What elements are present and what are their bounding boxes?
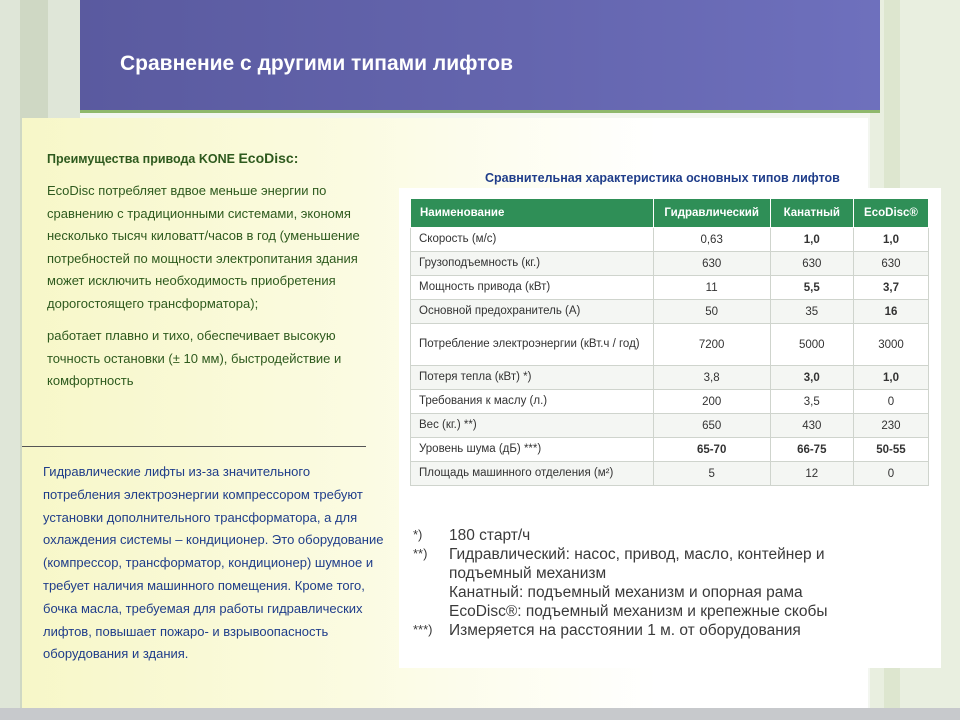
cell-ecodisc: 3,7: [853, 276, 928, 300]
cell-hydraulic: 3,8: [653, 366, 770, 390]
cell-ecodisc: 630: [853, 252, 928, 276]
cell-hydraulic: 200: [653, 390, 770, 414]
cell-ecodisc: 50-55: [853, 438, 928, 462]
row-label: Потеря тепла (кВт) *): [411, 366, 654, 390]
cell-ecodisc: 0: [853, 390, 928, 414]
footnote-2-cont: [413, 565, 933, 584]
row-label: Грузоподъемность (кг.): [411, 252, 654, 276]
table-header-row: [411, 199, 929, 228]
advantages-title: [47, 150, 377, 166]
footnote-text: 180 старт/ч: [449, 527, 531, 544]
cell-hydraulic: 7200: [653, 324, 770, 366]
footnote-text: Гидравлический: насос, привод, масло, контейнер и: [449, 546, 825, 563]
title-underline: [80, 110, 880, 113]
cell-rope: 3,0: [770, 366, 853, 390]
cell-ecodisc: 16: [853, 300, 928, 324]
header-ecodisc: EcoDisc®: [853, 199, 928, 228]
header-hydraulic: Гидравлический: [653, 199, 770, 228]
header-name: Наименование: [411, 199, 654, 228]
row-label: Площадь машинного отделения (м²): [411, 462, 654, 486]
footnote-2-cont: [413, 603, 933, 622]
table-row: [411, 324, 929, 366]
cell-hydraulic: 65-70: [653, 438, 770, 462]
footnote-text: Измеряется на расстоянии 1 м. от оборудования: [449, 622, 801, 639]
cell-rope: 5,5: [770, 276, 853, 300]
footnote-2: [413, 546, 933, 565]
cell-hydraulic: 11: [653, 276, 770, 300]
cell-ecodisc: 1,0: [853, 366, 928, 390]
row-label: Потребление электроэнергии (кВт.ч / год): [411, 324, 654, 366]
footnote-text: Канатный: подъемный механизм и опорная рама: [449, 584, 803, 601]
section-divider: [22, 446, 366, 447]
cell-rope: 1,0: [770, 228, 853, 252]
footnote-1: [413, 527, 933, 546]
cell-rope: 66-75: [770, 438, 853, 462]
footnote-mark: **): [413, 546, 428, 561]
hydraulic-note: Гидравлические лифты из-за значительного потребления электроэнергии компрессором требуют установки дополнительного трансформатора, а для охлаждения системы – кондиционер. Это оборудование (компрессор, трансформатор, кондиционер) шумное и требует наличия машинного помещения. Кроме того, бочка масла, требуемая для работы гидравлических лифтов, повышает пожаро- и взрывоопасность оборудования и здания.: [43, 464, 384, 662]
footnotes: [413, 527, 933, 641]
cell-hydraulic: 5: [653, 462, 770, 486]
advantages-title-prefix: Преимущества привода KONE: [47, 152, 239, 166]
footnote-mark: *): [413, 527, 423, 542]
advantages-title-brand: EcoDisc:: [238, 150, 299, 166]
advantages-section: [47, 150, 377, 403]
footnote-2-cont: [413, 584, 933, 603]
comparison-table: [410, 198, 929, 486]
bottom-bar: [0, 708, 960, 720]
table-row: [411, 276, 929, 300]
advantages-paragraph-1: EcoDisc потребляет вдвое меньше энергии по сравнению с традиционными системами, экономя несколько тысяч киловатт/часов в год (уменьшение потребностей по мощности электропитания здания может исключить необходимость приобретения дорогостоящего трансформатора);: [47, 183, 360, 311]
table-row: [411, 252, 929, 276]
cell-hydraulic: 650: [653, 414, 770, 438]
footnote-text: подъемный механизм: [449, 565, 607, 582]
footnote-mark: ***): [413, 622, 433, 637]
cell-hydraulic: 0,63: [653, 228, 770, 252]
row-label: Основной предохранитель (А): [411, 300, 654, 324]
cell-rope: 35: [770, 300, 853, 324]
cell-rope: 3,5: [770, 390, 853, 414]
cell-rope: 630: [770, 252, 853, 276]
table-row: [411, 390, 929, 414]
cell-ecodisc: 1,0: [853, 228, 928, 252]
advantages-paragraph-2: работает плавно и тихо, обеспечивает высокую точность остановки (± 10 мм), быстродействие и комфортность: [47, 328, 342, 388]
row-label: Вес (кг.) **): [411, 414, 654, 438]
footnote-text: EcoDisc®: подъемный механизм и крепежные скобы: [449, 603, 828, 620]
row-label: Уровень шума (дБ) ***): [411, 438, 654, 462]
cell-rope: 5000: [770, 324, 853, 366]
row-label: Требования к маслу (л.): [411, 390, 654, 414]
footnote-3: [413, 622, 933, 641]
table-caption: Сравнительная характеристика основных типов лифтов: [485, 171, 840, 185]
row-label: Скорость (м/с): [411, 228, 654, 252]
slide-title: Сравнение с другими типами лифтов: [120, 52, 513, 75]
table-row: [411, 366, 929, 390]
cell-hydraulic: 50: [653, 300, 770, 324]
table-row: [411, 300, 929, 324]
cell-ecodisc: 3000: [853, 324, 928, 366]
cell-rope: 12: [770, 462, 853, 486]
row-label: Мощность привода (кВт): [411, 276, 654, 300]
table-row: [411, 438, 929, 462]
table-row: [411, 462, 929, 486]
table-row: [411, 228, 929, 252]
cell-ecodisc: 0: [853, 462, 928, 486]
header-rope: Канатный: [770, 199, 853, 228]
cell-rope: 430: [770, 414, 853, 438]
cell-ecodisc: 230: [853, 414, 928, 438]
cell-hydraulic: 630: [653, 252, 770, 276]
table-row: [411, 414, 929, 438]
